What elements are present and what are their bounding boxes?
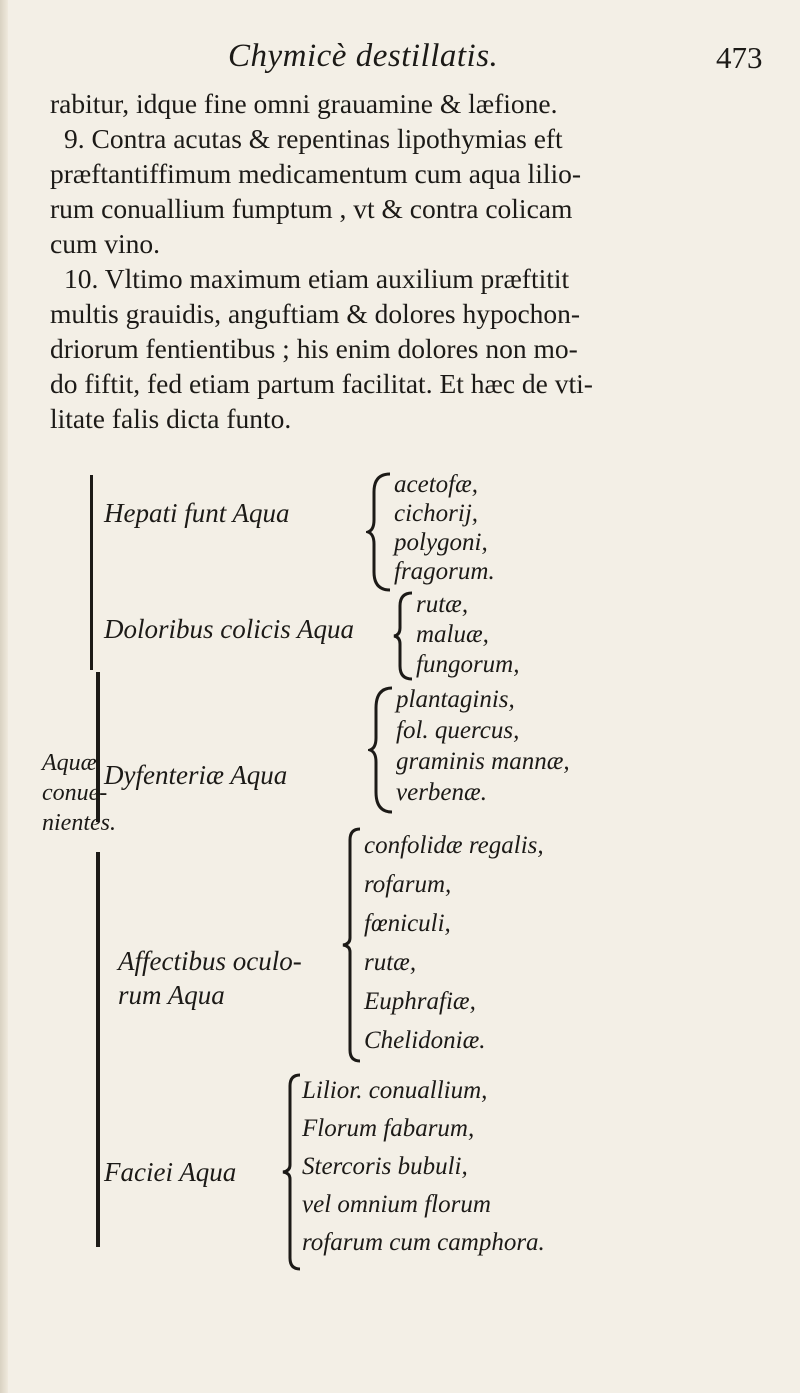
group-items-colicis: [416, 590, 519, 680]
text-line: cum vino.: [50, 228, 160, 259]
group-label-faciei: Faciei Aqua: [104, 1157, 237, 1187]
text-line: 10. Vltimo maximum etiam auxilium præftitit: [64, 263, 570, 294]
list-item: vel omnium florum: [302, 1191, 491, 1218]
side-label-line: conue-: [42, 780, 108, 806]
text-line: 9. Contra acutas & repentinas lipothymias eft: [64, 123, 563, 154]
group-label-colicis: Doloribus colicis Aqua: [104, 614, 355, 644]
list-item: graminis mannæ,: [396, 748, 570, 775]
text-line: multis grauidis, anguftiam & dolores hypochon-: [50, 298, 581, 329]
brace-faciei: [280, 1072, 302, 1272]
list-item: Euphrafiæ,: [364, 988, 476, 1015]
list-item: rofarum cum camphora.: [302, 1229, 545, 1256]
list-item: polygoni,: [394, 529, 488, 556]
list-item: rutæ,: [364, 949, 417, 976]
group-label-line: Affectibus oculo-: [118, 946, 302, 976]
text-line: do fiftit, fed etiam partum facilitat. Et hæc de vti-: [50, 368, 593, 399]
list-item: fungorum,: [416, 651, 520, 678]
list-item: confolidæ regalis,: [364, 832, 544, 859]
brace-oculorum: [340, 826, 362, 1064]
list-item: fol. quercus,: [396, 717, 520, 744]
group-label-oculorum: [118, 944, 302, 1012]
outer-bracket-bottom: [96, 852, 100, 1247]
list-item: plantaginis,: [396, 686, 515, 713]
group-items-dysenteriae: [396, 684, 570, 808]
page-number: 473: [716, 40, 763, 75]
text-line: rum conuallium fumptum , vt & contra colicam: [50, 193, 573, 224]
list-item: Lilior. conuallium,: [302, 1077, 488, 1104]
brace-dysenteriae: [368, 684, 394, 816]
side-label-line: nientes.: [42, 810, 116, 836]
list-item: fœniculi,: [364, 910, 451, 937]
paragraph-block: [50, 86, 770, 436]
text-line: driorum fentientibus ; his enim dolores non mo-: [50, 333, 578, 364]
brace-hepati: [366, 470, 392, 594]
brace-colicis: [392, 590, 414, 682]
group-items-faciei: [302, 1072, 545, 1262]
list-item: Chelidoniæ.: [364, 1027, 486, 1054]
side-label-line: Aquæ: [42, 750, 97, 776]
list-item: acetofæ,: [394, 471, 479, 498]
page-header: [0, 38, 800, 88]
list-item: fragorum.: [394, 558, 495, 585]
list-item: rutæ,: [416, 591, 469, 618]
list-item: verbenæ.: [396, 779, 487, 806]
list-item: cichorij,: [394, 500, 479, 527]
text-line: præftantiffimum medicamentum cum aqua lilio-: [50, 158, 582, 189]
group-label-dysenteriae: Dyfenteriæ Aqua: [104, 760, 288, 790]
group-items-hepati: [394, 470, 495, 586]
page-edge-shadow: [0, 0, 8, 1393]
group-label-line: rum Aqua: [118, 980, 225, 1010]
text-line: litate falis dicta funto.: [50, 403, 292, 434]
group-label-hepati: Hepati funt Aqua: [104, 498, 290, 528]
list-item: Florum fabarum,: [302, 1115, 475, 1142]
outer-bracket-rule-top: [90, 475, 93, 670]
list-item: maluæ,: [416, 621, 489, 648]
list-item: Stercoris bubuli,: [302, 1153, 468, 1180]
list-item: rofarum,: [364, 871, 452, 898]
group-items-oculorum: [364, 826, 544, 1060]
running-title: Chymicè destillatis.: [228, 38, 499, 74]
text-line: rabitur, idque fine omni grauamine & læfione.: [50, 88, 558, 119]
